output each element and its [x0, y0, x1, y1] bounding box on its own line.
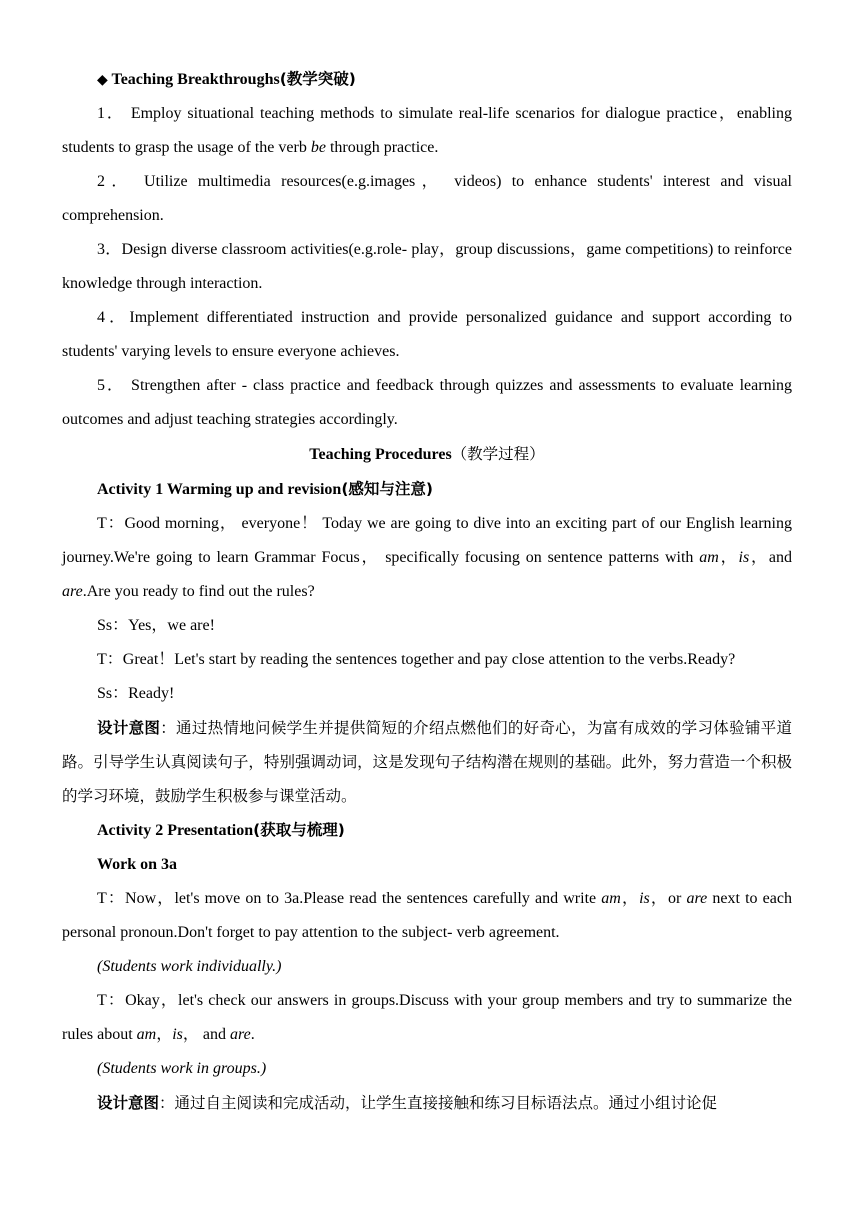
- separator: ，and: [749, 549, 792, 566]
- verb-am: am: [699, 549, 719, 566]
- document-page: [62, 62, 792, 1120]
- breakthrough-item-2: [62, 165, 792, 233]
- breakthroughs-title: Teaching Breakthroughs: [111, 71, 280, 88]
- work-on-3a-heading: Work on 3a: [97, 856, 178, 873]
- separator: ，: [156, 1026, 173, 1043]
- dialogue-text: T：Good morning， everyone！ Today we are going to dive into an exciting part of our English learning journey.We're going to learn Grammar Focus， specifically focusing on sentence patterns with: [62, 515, 792, 566]
- breakthrough-item-3: [62, 233, 792, 301]
- item-text: Strengthen after - class practice and feedback through quizzes and assessments to evaluate learning outcomes and adjust teaching strategies accordingly.: [62, 377, 793, 428]
- design-intent-text: ：通过热情地问候学生并提供简短的介绍点燃他们的好奇心，为富有成效的学习体验铺平道路。引导学生认真阅读句子，特别强调动词，这是发现句子结构潜在规则的基础。此外，努力营造一个积极的学习环境，鼓励学生积极参与课堂活动。: [62, 719, 792, 805]
- activity-1-design-intent: [62, 711, 792, 813]
- breakthroughs-title-cn: (教学突破): [279, 70, 356, 88]
- item-number: 4．: [97, 309, 130, 326]
- activity-1-heading: [62, 472, 792, 507]
- dialogue-text-end: next to each personal pronoun.Don't forget to pay attention to the subject- verb agreement.: [62, 890, 792, 941]
- dialogue-text: T：Okay，let's check our answers in groups.Discuss with your group members and try to summarize the rules about: [62, 992, 792, 1043]
- item-text: Employ situational teaching methods to simulate real-life scenarios for dialogue practice，enabling students to grasp the usage of the verb: [62, 105, 793, 156]
- design-intent-text: ：通过自主阅读和完成活动，让学生直接接触和练习目标语法点。通过小组讨论促: [159, 1094, 718, 1112]
- activity-1-title-cn: (感知与注意): [341, 480, 433, 498]
- breakthroughs-heading: [62, 62, 792, 97]
- activity-2-title: Activity 2 Presentation: [97, 822, 254, 839]
- activity-2-design-intent: [62, 1086, 792, 1120]
- activity-2-note-2: (Students work in groups.): [97, 1060, 267, 1077]
- verb-are: are: [686, 890, 708, 907]
- item-text-end: through practice.: [325, 139, 439, 156]
- item-text: Utilize multimedia resources(e.g.images， videos) to enhance students' interest and visual comprehension.: [62, 173, 792, 224]
- activity-2-teacher-line-1: [62, 882, 792, 950]
- activity-2-title-cn: (获取与梳理): [253, 821, 345, 839]
- verb-is: is: [172, 1026, 183, 1043]
- breakthrough-item-5: [62, 369, 792, 437]
- design-intent-label: 设计意图: [97, 719, 161, 737]
- activity-2-teacher-line-2: [62, 984, 792, 1052]
- separator: ， and: [182, 1026, 231, 1043]
- separator: ，: [620, 890, 640, 907]
- verb-am: am: [601, 890, 621, 907]
- verb-are: are: [62, 583, 83, 600]
- procedures-title: Teaching Procedures: [309, 446, 452, 463]
- dialogue-text-end: .: [250, 1026, 255, 1043]
- item-number: 3．: [97, 241, 122, 258]
- separator: ，: [718, 549, 739, 566]
- activity-2-note-1: (Students work individually.): [97, 958, 282, 975]
- verb-are: are: [230, 1026, 251, 1043]
- dialogue-text: T：Now，let's move on to 3a.Please read the sentences carefully and write: [97, 890, 602, 907]
- activity-1-students-line-2: Ss：Ready!: [97, 685, 175, 702]
- item-number: 5．: [97, 377, 126, 394]
- activity-1-teacher-line-2: T：Great！Let's start by reading the sentences together and pay close attention to the verbs.Ready?: [97, 651, 736, 668]
- procedures-heading: [62, 437, 792, 472]
- item-text: Implement differentiated instruction and provide personalized guidance and support according to students' varying levels to ensure everyone achieves.: [62, 309, 792, 360]
- design-intent-label: 设计意图: [97, 1094, 160, 1112]
- verb-am: am: [136, 1026, 157, 1043]
- breakthrough-item-4: [62, 301, 792, 369]
- procedures-title-cn: （教学过程）: [451, 445, 545, 463]
- item-number: 1．: [97, 105, 125, 122]
- dialogue-text-end: .Are you ready to find out the rules?: [82, 583, 315, 600]
- activity-2-heading: [62, 813, 792, 848]
- verb-is: is: [639, 890, 650, 907]
- breakthrough-item-1: [62, 97, 792, 165]
- item-emphasis: be: [310, 139, 326, 156]
- activity-1-teacher-line-1: [62, 507, 792, 609]
- activity-1-title: Activity 1 Warming up and revision: [97, 481, 342, 498]
- separator: ，or: [649, 890, 687, 907]
- item-text: Design diverse classroom activities(e.g.role- play，group discussions，game competitions) to reinforce knowledge through interaction.: [62, 241, 792, 292]
- activity-1-students-line-1: Ss：Yes，we are!: [97, 617, 215, 634]
- verb-is: is: [738, 549, 750, 566]
- item-number: 2．: [97, 173, 134, 190]
- diamond-bullet-icon: ◆: [97, 72, 108, 88]
